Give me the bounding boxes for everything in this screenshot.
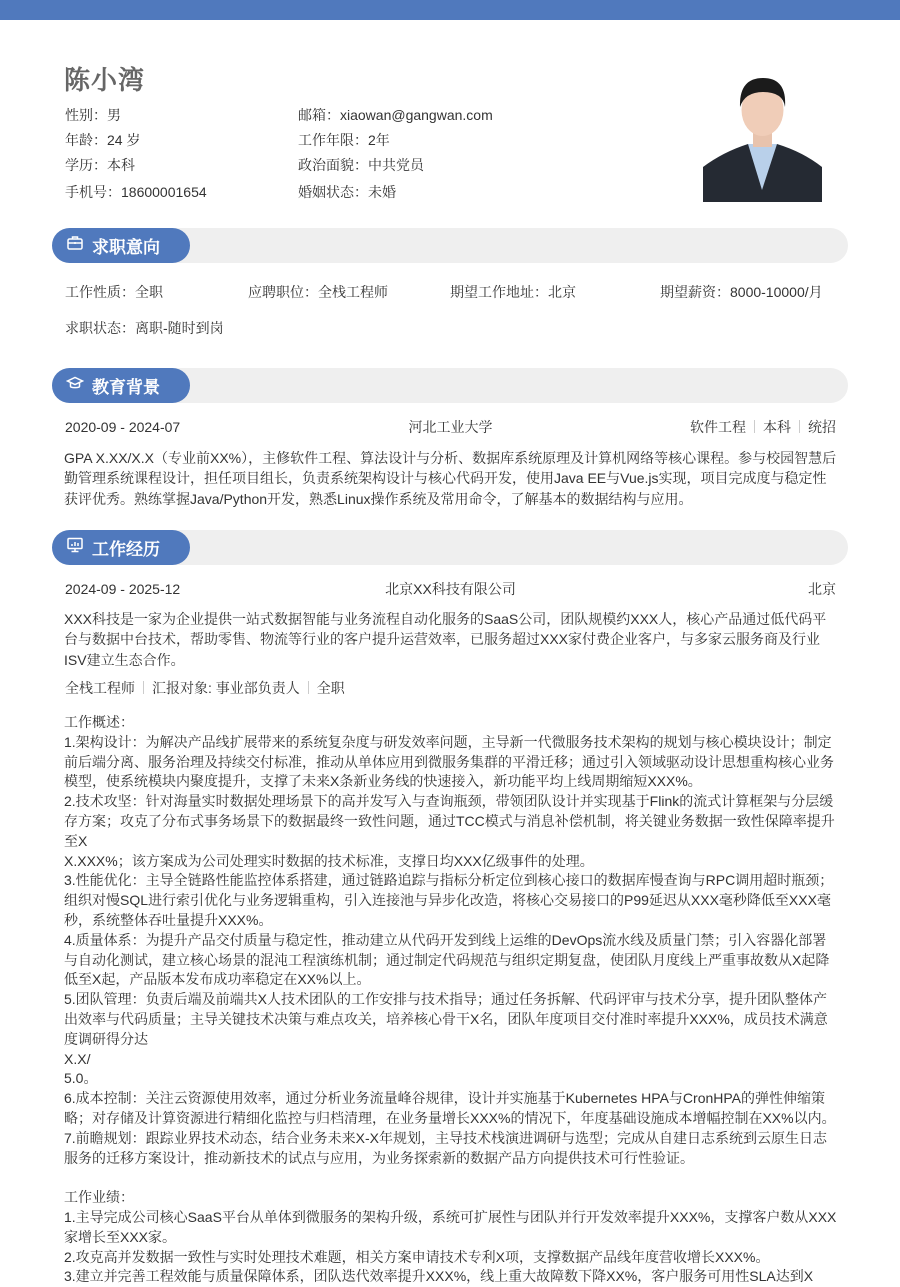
section-title: 求职意向 — [92, 238, 160, 257]
field-label: 邮箱： — [298, 107, 340, 123]
field-label: 年龄： — [65, 132, 107, 148]
top-accent-bar — [0, 0, 900, 20]
field-value: xiaowan@gangwan.com — [340, 107, 493, 123]
education-period: 2020-09 - 2024-07 — [65, 419, 181, 435]
spacer — [64, 1168, 838, 1188]
role: 全栈工程师 — [65, 680, 135, 696]
company-name: 北京XX科技有限公司 — [385, 581, 516, 597]
results-item: 1.主导完成公司核心SaaS平台从单体到微服务的架构升级，系统可扩展性与团队并行开发效率提升XXX%，支撑客户数从XXX家增长至XXX家。 — [64, 1208, 837, 1245]
section-header-intent — [52, 228, 848, 263]
results-title: 工作业绩： — [64, 1189, 134, 1206]
school-name: 河北工业大学 — [408, 419, 493, 435]
divider — [143, 681, 144, 694]
presentation-icon — [66, 536, 84, 559]
section-title: 教育背景 — [92, 378, 160, 397]
gender-field — [65, 105, 121, 125]
work-city: 北京 — [808, 581, 836, 597]
email-field — [298, 105, 493, 125]
marital-status-field — [298, 182, 396, 202]
education-description: GPA X.XX/X.X（专业前XX%），主修软件工程、算法设计与分析、数据库系统原理及计算机网络等核心课程。参与校园智慧后勤管理系统课程设计，担任项目组长，负责系统架构设计与核心代码开发，使用Java EE与Vue.js实现，项目完成度与稳定性获评优秀。熟练掌握Java/Python开发，熟悉Linux操作系统及常用命令，了解基本的数据结构与应用。 — [64, 450, 837, 507]
job-type: 全职 — [316, 680, 345, 696]
field-label: 期望薪资： — [660, 284, 730, 300]
divider — [308, 681, 309, 694]
graduation-cap-icon — [66, 374, 84, 397]
report-to: 汇报对象: 事业部负责人 — [152, 680, 300, 696]
overview-item: 2.技术攻坚：针对海量实时数据处理场景下的高并发写入与查询瓶颈，带领团队设计并实现基于Flink的流式计算框架与分层缓存方案；攻克了分布式事务场景下的数据最终一致性问题，通过TCC模式与消息补偿机制，将关键业务数据一致性保障率提升至X — [64, 793, 835, 849]
field-value: 北京 — [548, 284, 576, 300]
field-label: 期望工作地址： — [450, 284, 548, 300]
major: 软件工程 — [690, 419, 746, 435]
results-item: 3.建立并完善工程效能与质量保障体系，团队迭代效率提升XXX%，线上重大故障数下降XX%，客户服务可用性SLA达到X — [64, 1268, 814, 1285]
political-status-field — [298, 155, 424, 175]
phone-field — [65, 182, 207, 202]
field-label: 求职状态： — [65, 320, 135, 336]
overview-item: 1.架构设计：为解决产品线扩展带来的系统复杂度与研发效率问题，主导新一代微服务技术架构的规划与核心模块设计；制定前后端分离、服务治理及持续交付标准，推动从单体应用到微服务集群的平滑迁移；通过引入领域驱动设计思想重构核心业务模型，使系统模块内聚度提升，支撑了未来X条新业务线的快速接入，新功能平均上线周期缩短XXX%。 — [64, 733, 834, 790]
intent-status — [65, 318, 224, 338]
field-label: 手机号： — [65, 184, 121, 200]
overview-item: 3.性能优化：主导全链路性能监控体系搭建，通过链路追踪与指标分析定位到核心接口的数据库慢查询与RPC调用超时瓶颈；组织对慢SQL进行索引优化与业务逻辑重构，引入连接池与异步化改造，将核心交易接口的P99延迟从XXX毫秒降低至XXX毫秒，系统整体吞吐量提升XXX%。 — [64, 872, 834, 928]
field-value: 本科 — [107, 157, 135, 173]
intent-position — [248, 282, 388, 302]
field-label: 政治面貌： — [298, 157, 368, 173]
field-value: 男 — [107, 107, 121, 123]
section-tab — [52, 530, 190, 565]
overview-item: X.X/ — [64, 1050, 91, 1067]
overview-item: 5.0。 — [64, 1070, 98, 1087]
candidate-name: 陈小湾 — [64, 65, 146, 95]
field-value: 全职 — [135, 284, 163, 300]
divider — [754, 420, 755, 433]
intent-salary — [660, 282, 823, 302]
section-title: 工作经历 — [92, 540, 160, 559]
intent-location — [450, 282, 576, 302]
work-tags — [65, 678, 345, 698]
field-value: 24 岁 — [107, 132, 141, 148]
briefcase-icon — [66, 234, 84, 257]
field-label: 性别： — [65, 107, 107, 123]
age-field — [65, 130, 140, 150]
degree: 本科 — [763, 419, 791, 435]
field-value: 未婚 — [368, 184, 396, 200]
intent-job-type — [65, 282, 163, 302]
section-header-work — [52, 530, 848, 565]
section-tab — [52, 228, 190, 263]
education-level-field — [65, 155, 135, 175]
enrollment-type: 统招 — [808, 419, 836, 435]
work-period: 2024-09 - 2025-12 — [65, 581, 181, 597]
section-tab — [52, 368, 190, 403]
overview-item: 7.前瞻规划：跟踪业界技术动态，结合业务未来X-X年规划，主导技术栈演进调研与选型；完成从自建日志系统到云原生日志服务的迁移方案设计，推动新技术的试点与应用，为业务探索新的数据产品方向提供技术可行性验证。 — [64, 1129, 828, 1166]
field-label: 工作年限： — [298, 132, 368, 148]
field-value: 全栈工程师 — [318, 284, 388, 300]
company-intro: XXX科技是一家为企业提供一站式数据智能与业务流程自动化服务的SaaS公司，团队规模约XXX人，核心产品通过低代码平台与数据中台技术，帮助零售、物流等行业的客户提升运营效率，已服务超过XXX家付费企业客户，与多家云服务商及行业ISV建立生态合作。 — [64, 611, 827, 668]
field-label: 学历： — [65, 157, 107, 173]
field-value: 8000-10000/月 — [730, 284, 823, 300]
field-value: 中共党员 — [368, 157, 424, 173]
education-row — [65, 417, 836, 437]
field-label: 工作性质： — [65, 284, 135, 300]
profile-photo — [703, 72, 822, 202]
work-row — [65, 579, 836, 599]
field-value: 2年 — [368, 132, 390, 148]
education-tags — [576, 417, 836, 437]
overview-item: 4.质量体系：为提升产品交付质量与稳定性，推动建立从代码开发到线上运维的DevOps流水线及质量门禁；引入容器化部署与自动化测试，建立核心场景的混沌工程演练机制；通过制定代码规范与组织定期复盘，使团队月度线上严重事故数从X起降低至X起，产品版本发布成功率稳定在XX%以上。 — [64, 931, 830, 988]
field-label: 应聘职位： — [248, 284, 318, 300]
field-value: 离职-随时到岗 — [135, 320, 224, 336]
overview-title: 工作概述： — [64, 714, 134, 730]
field-label: 婚姻状态： — [298, 184, 368, 200]
divider — [799, 420, 800, 433]
work-years-field — [298, 130, 390, 150]
overview-item: 5.团队管理：负责后端及前端共X人技术团队的工作安排与技术指导；通过任务拆解、代码评审与技术分享，提升团队整体产出效率与代码质量；主导关键技术决策与难点攻关，培养核心骨干X名，团队年度项目交付准时率提升XXX%，成员技术满意度调研得分达 — [64, 991, 828, 1047]
work-details — [64, 713, 838, 1287]
section-header-education — [52, 368, 848, 403]
overview-item: X.XXX%；该方案成为公司处理实时数据的技术标准，支撑日均XXX亿级事件的处理。 — [64, 852, 594, 869]
results-item: 2.攻克高并发数据一致性与实时处理技术难题，相关方案申请技术专利X项，支撑数据产品线年度营收增长XXX%。 — [64, 1248, 770, 1265]
field-value: 18600001654 — [121, 184, 207, 200]
overview-item: 6.成本控制：关注云资源使用效率，通过分析业务流量峰谷规律，设计并实施基于Kubernetes HPA与CronHPA的弹性伸缩策略；对存储及计算资源进行精细化监控与归档清理，在业务量增长XXX%的情况下，年度基础设施成本增幅控制在XX%以内。 — [64, 1090, 836, 1126]
